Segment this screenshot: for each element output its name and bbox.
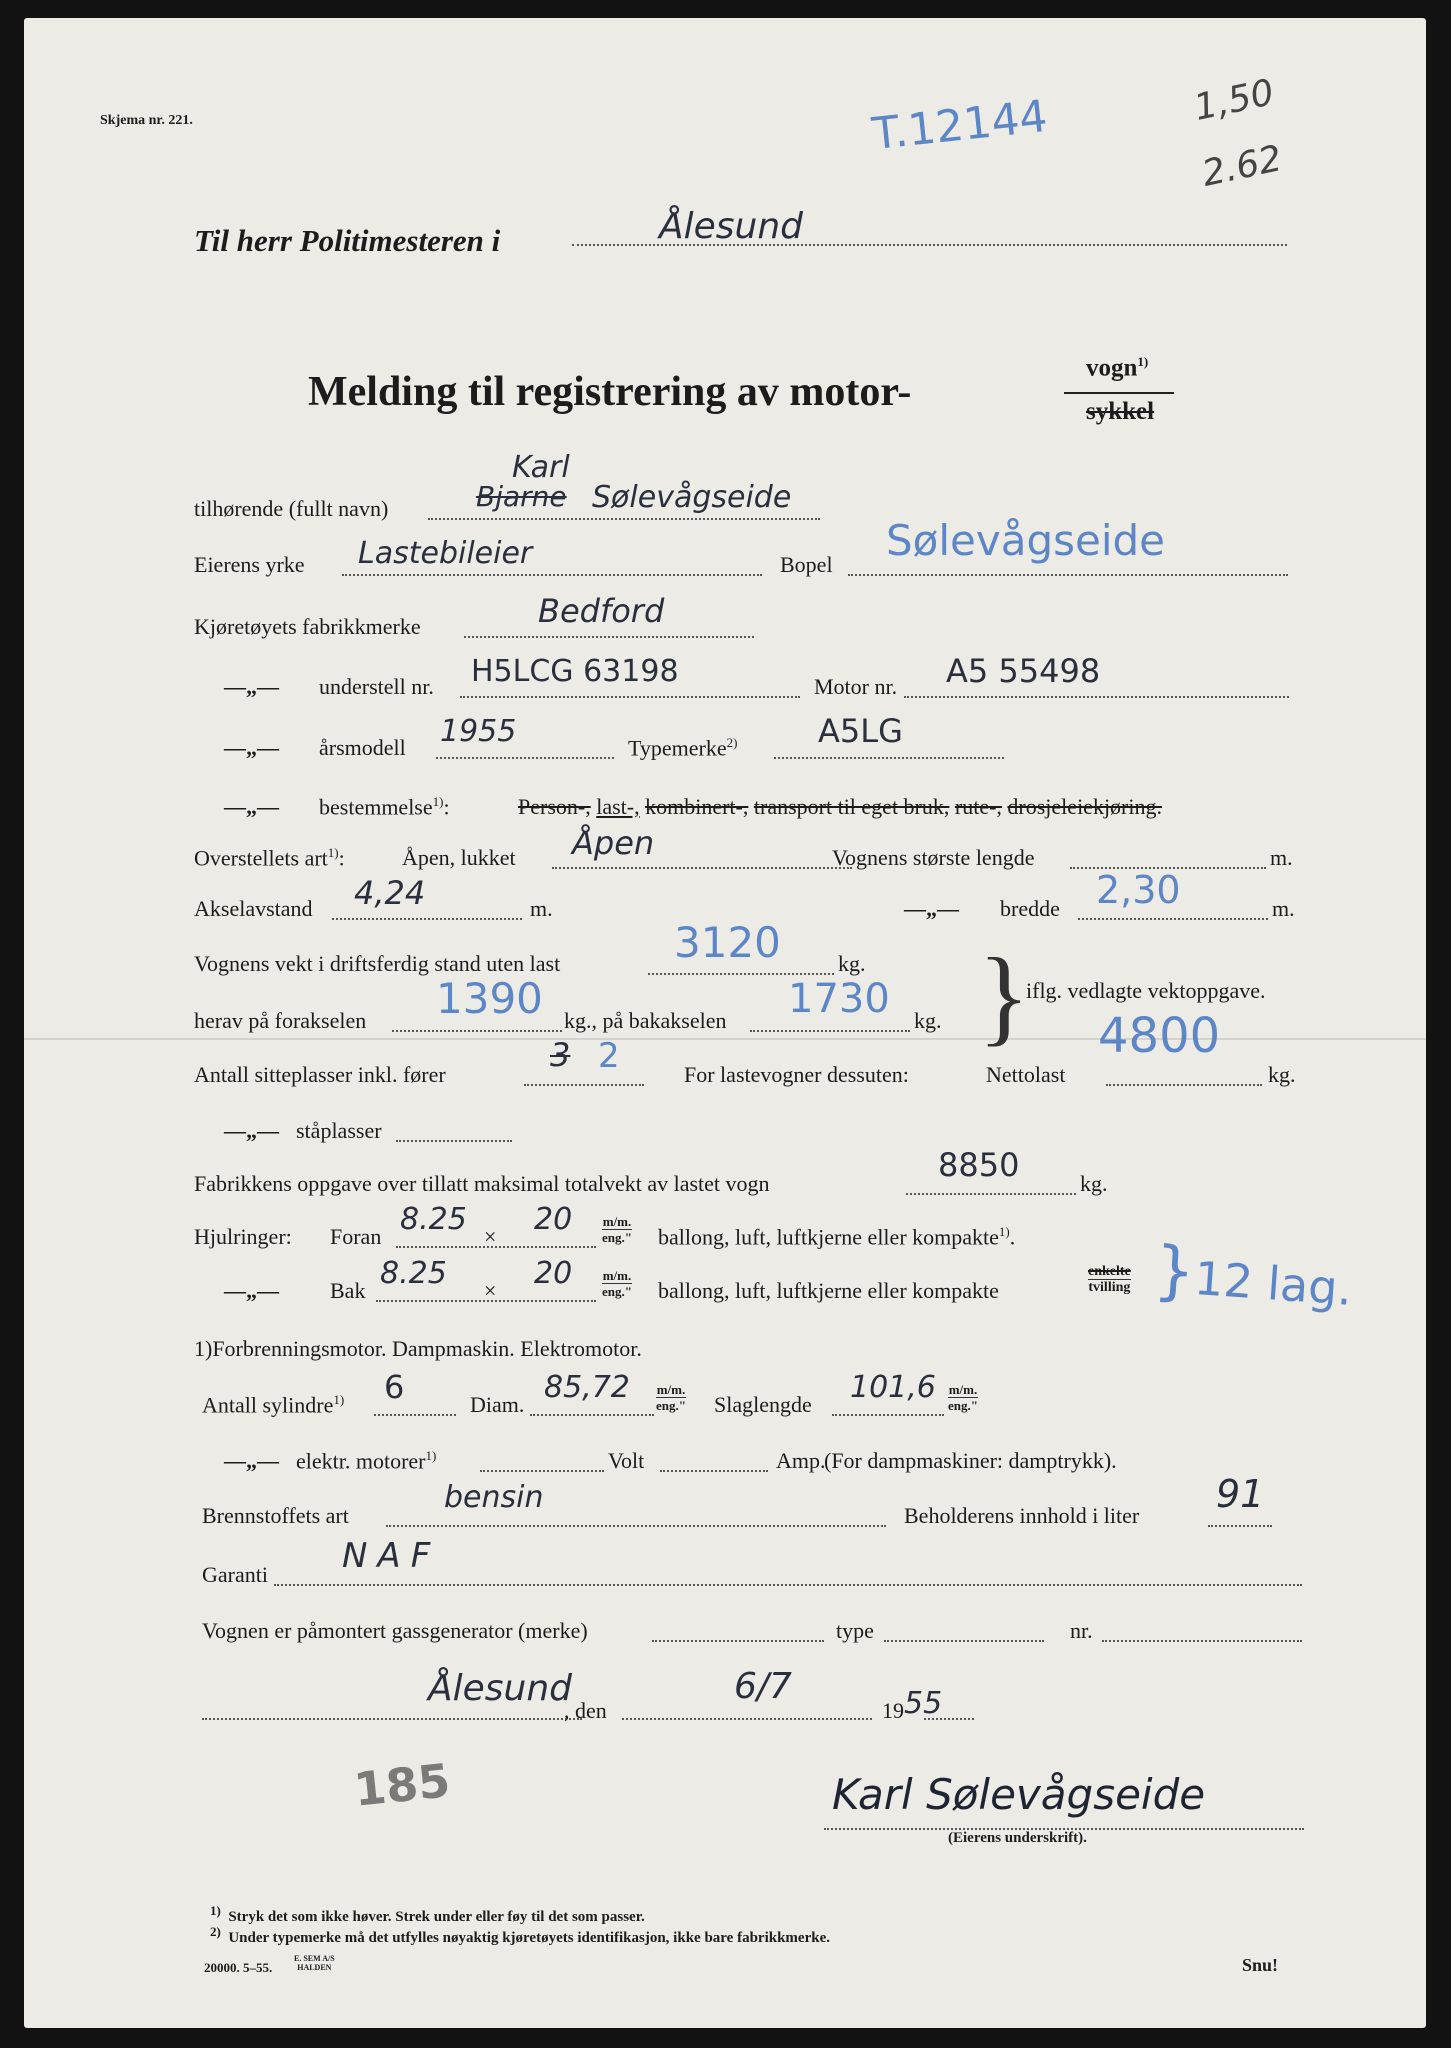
diam-line xyxy=(530,1414,654,1416)
gas-generator-line xyxy=(652,1640,824,1642)
tyres-rear-size: 8.25 xyxy=(380,1256,447,1291)
rear-axle-value: 1730 xyxy=(788,976,890,1022)
year-printed: 19 xyxy=(882,1698,904,1723)
seats-struck: 3 xyxy=(550,1036,571,1074)
max-weight-unit: kg. xyxy=(1080,1171,1108,1196)
title-option-sykkel: sykkel xyxy=(1086,398,1155,425)
purpose-transport: transport til eget bruk, xyxy=(753,794,950,819)
weight-value: 3120 xyxy=(674,918,781,967)
electric-label: elektr. motorer$^{1)}$ xyxy=(296,1448,437,1474)
body-label: Overstellets art$^{1)}$: xyxy=(194,845,345,871)
purpose-rute: rute-, xyxy=(954,794,1002,819)
diam-value: 85,72 xyxy=(544,1370,630,1405)
residence-value: Sølevågseide xyxy=(886,516,1166,565)
type-value: A5LG xyxy=(818,712,903,750)
stamp-number: 185 xyxy=(351,1753,453,1817)
stroke-line xyxy=(832,1414,944,1416)
rear-axle-line xyxy=(750,1030,910,1032)
weight-brace: } xyxy=(978,937,1030,1056)
seats-label: Antall sitteplasser inkl. fører xyxy=(194,1062,446,1087)
gas-type-label: type xyxy=(836,1618,874,1643)
form-title: Melding til registrering av motor- xyxy=(308,369,912,415)
wheelbase-value: 4,24 xyxy=(354,874,426,912)
tyres-rear-rim: 20 xyxy=(534,1256,573,1291)
tyres-single-twin: enkelte tvilling xyxy=(1088,1264,1131,1295)
signature-caption: (Eierens underskrift). xyxy=(948,1830,1087,1846)
fuel-label: Brennstoffets art xyxy=(202,1503,349,1528)
fuel-line xyxy=(386,1525,886,1527)
purpose-last: last-, xyxy=(596,794,640,819)
turn-over: Snu! xyxy=(1242,1955,1279,1975)
body-options: Åpen, lukket xyxy=(402,845,516,870)
cylinders-value: 6 xyxy=(384,1368,405,1406)
diam-unit: m/m. eng." xyxy=(656,1382,686,1413)
tyres-rear-label: Bak xyxy=(330,1278,366,1303)
front-axle-line xyxy=(392,1030,562,1032)
motor-line xyxy=(904,696,1289,698)
tyres-front-unit: m/m. eng." xyxy=(602,1214,632,1245)
cargo-label: For lastevogner dessuten: xyxy=(684,1062,909,1087)
standing-line xyxy=(396,1140,512,1142)
owner-signature: Karl Sølevågseide xyxy=(832,1770,1206,1819)
max-weight-label: Fabrikkens oppgave over tillatt maksimal totalvekt av lastet vogn xyxy=(194,1171,770,1196)
net-line xyxy=(1106,1084,1262,1086)
standing-label: ståplasser xyxy=(296,1118,382,1143)
year-line xyxy=(436,757,614,759)
volt-label: Volt xyxy=(608,1448,645,1473)
occupation-value: Lastebileier xyxy=(358,536,533,571)
steam-label: (For dampmaskiner: damptrykk). xyxy=(824,1448,1117,1473)
tyres-ply-note: }12 lag. xyxy=(1151,1233,1354,1316)
dash-chassis: —„— xyxy=(224,674,279,699)
occupation-line xyxy=(342,574,762,576)
front-axle-value: 1390 xyxy=(436,974,543,1023)
stroke-label: Slaglengde xyxy=(714,1392,812,1417)
footnote-2: $^{2)}$ Under typemerke må det utfylles nøyaktig kjøretøyets identifikasjon, ikke bare fabrikkmerke. xyxy=(210,1924,830,1946)
chassis-line xyxy=(460,696,800,698)
addressee-label: Til herr Politimesteren i xyxy=(194,223,501,258)
year-line xyxy=(924,1718,974,1720)
tank-line xyxy=(1208,1525,1272,1527)
rear-axle-label: kg., på bakakselen xyxy=(564,1008,727,1033)
type-label: Typemerke$^{2)}$ xyxy=(628,735,738,761)
electric-line xyxy=(480,1470,604,1472)
seats-line xyxy=(524,1084,644,1086)
footnote-1: $^{1)}$ Stryk det som ikke høver. Strek under eller føy til det som passer. xyxy=(210,1903,645,1925)
corner-note-top: 1,50 xyxy=(1190,72,1278,129)
warranty-line xyxy=(274,1584,1302,1586)
tyres-front-label: Foran xyxy=(330,1224,382,1249)
make-value: Bedford xyxy=(538,592,665,630)
weight-note: iflg. vedlagte vektoppgave. xyxy=(1026,978,1266,1003)
residence-line xyxy=(848,574,1288,576)
type-line xyxy=(774,757,1004,759)
warranty-label: Garanti xyxy=(202,1562,268,1587)
gas-generator-label: Vognen er påmontert gassgenerator (merke) xyxy=(202,1618,588,1643)
year-value: 1955 xyxy=(440,714,517,749)
rear-axle-unit: kg. xyxy=(914,1008,942,1033)
print-run: 20000. 5–55. xyxy=(204,1960,273,1975)
place-line xyxy=(202,1718,582,1720)
owner-name-line xyxy=(428,518,820,520)
dash-tyres-rear: —„— xyxy=(224,1278,279,1303)
front-axle-label: herav på forakselen xyxy=(194,1008,367,1033)
tyres-front-kind: ballong, luft, luftkjerne eller kompakte$^{1)}$. xyxy=(658,1224,1016,1250)
cylinders-label: Antall sylindre$^{1)}$ xyxy=(202,1392,345,1418)
weight-unit: kg. xyxy=(838,951,866,976)
cylinders-line xyxy=(374,1414,456,1416)
year-label: årsmodell xyxy=(319,735,406,760)
tank-label: Beholderens innhold i liter xyxy=(904,1503,1140,1528)
dash-standing: —„— xyxy=(224,1118,279,1143)
gas-type-line xyxy=(884,1640,1044,1642)
dash-width: —„— xyxy=(904,896,959,921)
diam-label: Diam. xyxy=(470,1392,525,1417)
gas-nr-label: nr. xyxy=(1070,1618,1093,1643)
amp-label: Amp. xyxy=(776,1448,826,1473)
place-value: Ålesund xyxy=(428,1668,573,1709)
purpose-kombinert: kombinert-, xyxy=(645,794,749,819)
title-option-vogn: vogn$^{1)}$ xyxy=(1086,354,1149,382)
addressee-value: Ålesund xyxy=(659,206,804,247)
wheelbase-unit: m. xyxy=(530,896,553,921)
form-number: Skjema nr. 221. xyxy=(100,113,193,128)
dash-purpose: —„— xyxy=(224,794,279,819)
owner-name-label: tilhørende (fullt navn) xyxy=(194,496,389,521)
width-line xyxy=(1078,918,1268,920)
form-page xyxy=(24,18,1426,2028)
owner-first-name: Karl xyxy=(512,450,570,485)
dash-year: —„— xyxy=(224,735,279,760)
tyres-rear-kind: ballong, luft, luftkjerne eller kompakte xyxy=(658,1278,999,1303)
chassis-value: H5LCG 63198 xyxy=(471,654,679,689)
engine-types: 1)Forbrenningsmotor. Dampmaskin. Elektromotor. xyxy=(194,1336,642,1361)
net-unit: kg. xyxy=(1268,1062,1296,1087)
gas-nr-line xyxy=(1102,1640,1302,1642)
purpose-drosje: drosjeleiekjøring. xyxy=(1007,794,1162,819)
motor-value: A5 55498 xyxy=(946,652,1101,690)
date-line xyxy=(622,1718,872,1720)
stroke-value: 101,6 xyxy=(850,1370,936,1405)
chassis-label: understell nr. xyxy=(319,674,434,699)
occupation-label: Eierens yrke xyxy=(194,552,305,577)
tyres-front-rim: 20 xyxy=(534,1202,573,1237)
owner-name-struck: Bjarne xyxy=(476,480,567,513)
fuel-value: bensin xyxy=(444,1480,544,1515)
reference-number: T.12144 xyxy=(869,90,1050,161)
date-value: 6/7 xyxy=(734,1666,792,1707)
warranty-value: NAF xyxy=(342,1536,441,1576)
tyres-label: Hjulringer: xyxy=(194,1224,292,1249)
net-value: 4800 xyxy=(1098,1008,1221,1064)
net-label: Nettolast xyxy=(986,1062,1066,1087)
seats-value: 2 xyxy=(598,1036,620,1076)
body-value: Åpen xyxy=(572,824,655,862)
tyres-front-times: × xyxy=(484,1224,497,1249)
motor-label: Motor nr. xyxy=(814,674,898,699)
wheelbase-line xyxy=(332,918,522,920)
purpose-options xyxy=(518,794,1162,820)
wheelbase-label: Akselavstand xyxy=(194,896,313,921)
corner-note-bottom: 2.62 xyxy=(1198,138,1286,195)
printer-name: E. SEM A/S HALDEN xyxy=(294,1954,335,1972)
tyres-front-size: 8.25 xyxy=(400,1202,467,1237)
volt-line xyxy=(660,1470,768,1472)
date-label: , den xyxy=(564,1698,607,1723)
title-divider xyxy=(1064,392,1174,394)
width-unit: m. xyxy=(1272,896,1295,921)
residence-label: Bopel xyxy=(780,552,833,577)
body-line xyxy=(552,867,852,869)
max-weight-line xyxy=(906,1193,1076,1195)
width-value: 2,30 xyxy=(1096,868,1181,912)
make-label: Kjøretøyets fabrikkmerke xyxy=(194,614,421,639)
width-label: bredde xyxy=(1000,896,1060,921)
max-weight-value: 8850 xyxy=(938,1146,1020,1184)
owner-last-name: Sølevågseide xyxy=(592,480,792,515)
tank-value: 91 xyxy=(1216,1472,1265,1516)
dash-electric: —„— xyxy=(224,1448,279,1473)
length-label: Vognens største lengde xyxy=(832,845,1035,870)
stroke-unit: m/m. eng." xyxy=(948,1382,978,1413)
year-written: 55 xyxy=(904,1686,943,1721)
purpose-person: Person-, xyxy=(518,794,591,819)
tyres-rear-unit: m/m. eng." xyxy=(602,1268,632,1299)
make-line xyxy=(464,636,754,638)
tyres-rear-times: × xyxy=(484,1278,497,1303)
weight-label: Vognens vekt i driftsferdig stand uten last xyxy=(194,951,561,976)
weight-line xyxy=(648,973,834,975)
length-unit: m. xyxy=(1270,845,1293,870)
purpose-label: bestemmelse$^{1)}$: xyxy=(319,794,450,820)
